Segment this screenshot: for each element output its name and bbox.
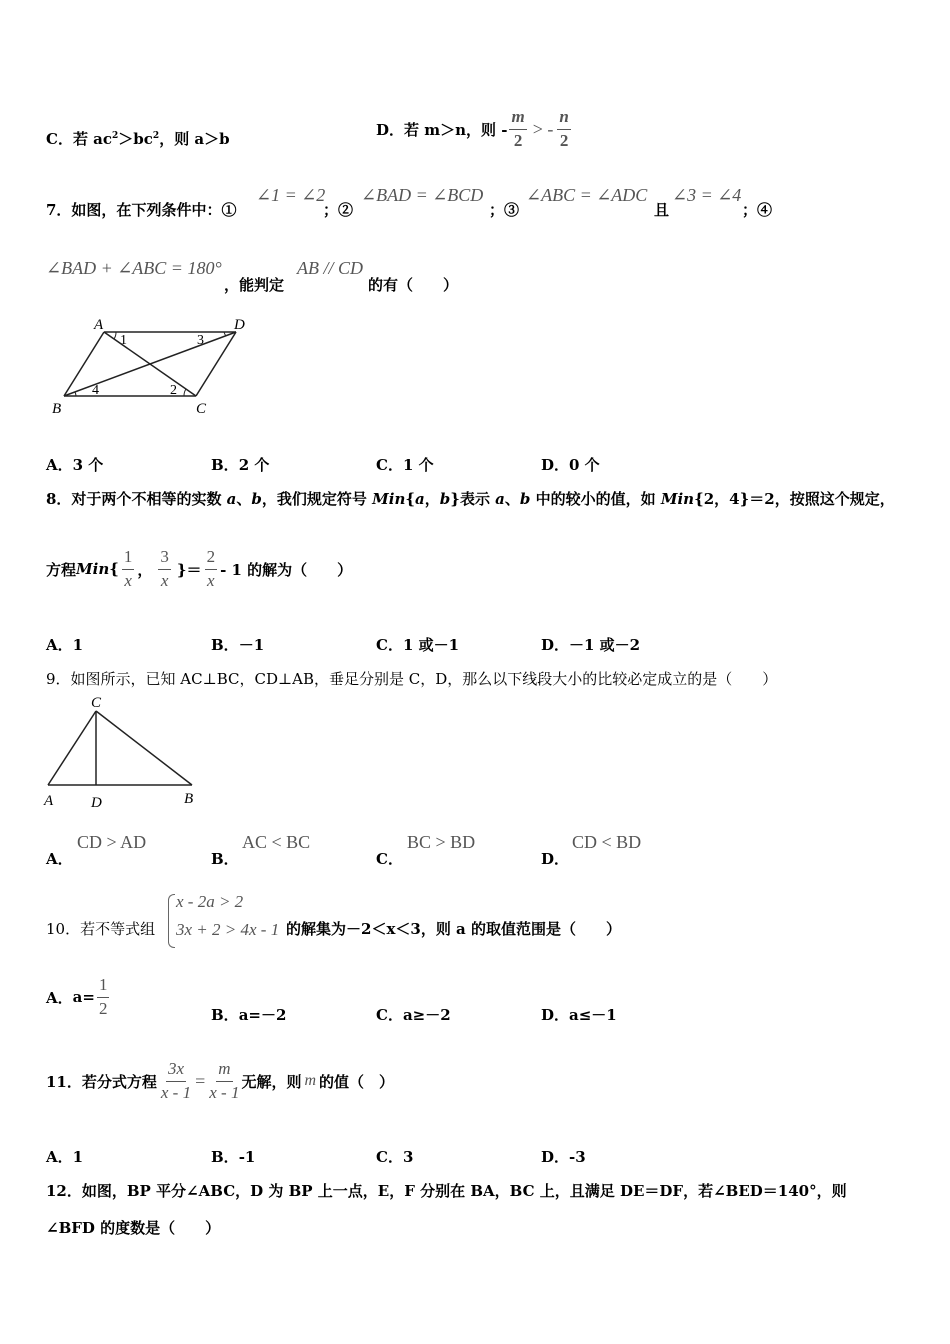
parallel-ab-cd: AB // CD	[297, 258, 363, 278]
condition-3b: ∠3 = ∠4	[672, 185, 742, 205]
q7-option-c: C．1 个	[376, 456, 434, 474]
segment-ac	[48, 711, 96, 785]
condition-2: ∠BAD = ∠BCD	[361, 185, 484, 205]
angle-3-label: 3	[197, 333, 204, 348]
angle-2-label: 2	[170, 383, 177, 398]
angle-1-label: 1	[120, 333, 127, 348]
q8-option-b: B．－1	[211, 636, 265, 654]
vertex-c-label: C	[91, 695, 102, 711]
q12-stem-line2: ∠BFD 的度数是（ ）	[46, 1219, 221, 1237]
q10-option-b: B．a=－2	[211, 1006, 287, 1024]
q6-option-d: D． 若 m＞n，则 - $\frac{m}{2}$ > - $\frac{n}{2}$	[376, 107, 569, 150]
q8-option-a: A．1	[46, 636, 84, 654]
fraction-m-over-2: $\frac{m}{2}$	[511, 107, 525, 150]
fraction-3x-over-x-minus-1: $\frac{3x}{x - 1}$	[160, 1059, 192, 1102]
vertex-c-label: C	[196, 401, 207, 417]
fraction-n-over-2: $\frac{n}{2}$	[559, 107, 569, 150]
q8-option-c: C．1 或－1	[376, 636, 460, 654]
fraction-2-over-x: $\frac{2}{x}$	[206, 547, 216, 590]
option-label: D．	[376, 120, 405, 139]
q9-option-b: B． AC < BC	[211, 832, 311, 868]
q8-equation: 方程 Min { $\frac{1}{x}$ ， $\frac{3}{x}$ }＝ $\frac{2}{x}$ - 1 的解为（ ）	[46, 547, 353, 590]
q11-option-b: B．-1	[211, 1148, 256, 1166]
q9-option-d: D． CD < BD	[541, 832, 642, 868]
q7-option-d: D．0 个	[541, 456, 600, 474]
segment-bc	[96, 711, 192, 785]
system-brace	[168, 894, 175, 948]
q9-option-a: A． CD > AD	[46, 832, 147, 868]
q7-figure	[46, 312, 256, 417]
inequality-2: 3x + 2 > 4x - 1	[176, 920, 280, 939]
q10-option-c: C．a≥－2	[376, 1006, 451, 1024]
q10-option-a: A． a= $\frac{1}{2}$	[46, 975, 108, 1018]
q9-stem: 9．如图所示，已知 AC⊥BC，CD⊥AB，垂足分别是 C，D，那么以下线段大小的比较必定成立的是（ ）	[46, 670, 778, 688]
condition-1: ∠1 = ∠2	[256, 185, 326, 205]
q7-option-b: B．2 个	[211, 456, 270, 474]
angle-4-label: 4	[92, 383, 99, 398]
condition-3: ∠ABC = ∠ADC	[526, 185, 648, 205]
q12-stem-line1: 12．如图，BP 平分∠ABC，D 为 BP 上一点，E，F 分别在 BA，BC 上，且满足 DE＝DF，若∠BED＝140°，则	[46, 1182, 847, 1200]
fraction-3-over-x: $\frac{3}{x}$	[160, 547, 169, 590]
vertex-d-label: D	[234, 317, 245, 333]
q11-option-a: A．1	[46, 1148, 84, 1166]
q7-option-a: A．3 个	[46, 456, 104, 474]
condition-4: ∠BAD + ∠ABC = 180°	[46, 258, 222, 278]
q8-option-d: D．－1 或－2	[541, 636, 641, 654]
fraction-1-over-x: $\frac{1}{x}$	[123, 547, 133, 590]
q11-option-d: D．-3	[541, 1148, 586, 1166]
vertex-a-label: A	[94, 317, 104, 333]
angle-2-arc	[184, 389, 186, 396]
q6-option-c: C．若 $ac^2>bc^2$，则 a＞b	[46, 130, 230, 148]
q9-option-c: C． BC > BD	[376, 832, 476, 868]
q11-option-c: C．3	[376, 1148, 414, 1166]
q10-stem: 10．若不等式组 x - 2a > 2 3x + 2 > 4x - 1 的解集为－2＜x＜3，则 a 的取值范围是（ ）	[46, 890, 906, 950]
vertex-b-label: B	[52, 401, 62, 417]
q10-option-d: D．a≤－1	[541, 1006, 617, 1024]
vertex-a-label: A	[44, 793, 54, 809]
option-label: C．	[46, 130, 73, 148]
vertex-d-label: D	[91, 795, 102, 811]
angle-1-arc	[114, 332, 116, 339]
q9-figure	[40, 693, 210, 813]
vertex-b-label: B	[184, 791, 194, 807]
diagonal-bd	[64, 332, 236, 396]
q8-stem-line1: 8．对于两个不相等的实数 a、b，我们规定符号 Min{a，b}表示 a、b 中的较小的值，如 Min{2，4}＝2，按照这个规定，	[46, 490, 895, 508]
q11-stem: 11．若分式方程 $\frac{3x}{x - 1}$ = $\frac{m}{x - 1}$ 无解，则 m 的值（ ）	[46, 1059, 395, 1102]
inequality-1: x - 2a > 2	[176, 892, 244, 911]
fraction-m-over-x-minus-1: $\frac{m}{x - 1}$	[209, 1059, 240, 1102]
fraction-1-over-2: $\frac{1}{2}$	[98, 975, 108, 1018]
